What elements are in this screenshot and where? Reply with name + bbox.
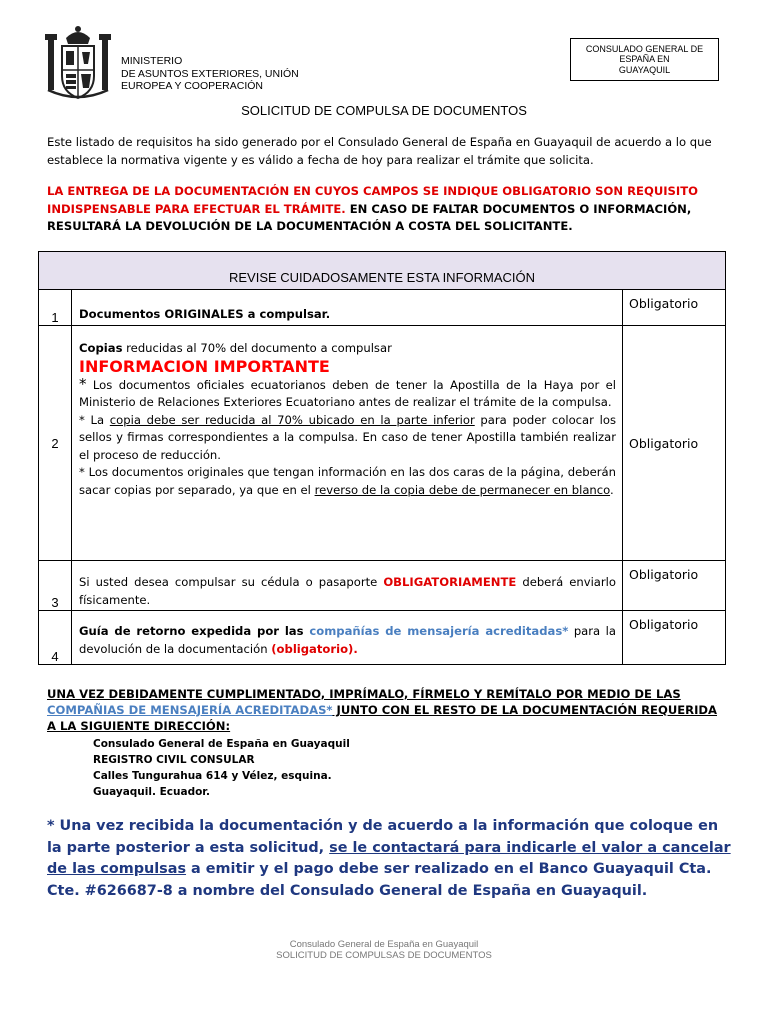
- ministry-line: DE ASUNTOS EXTERIORES, UNIÓN: [121, 67, 299, 80]
- bullet-asterisk: *: [79, 374, 87, 393]
- row-text: Guía de retorno expedida por las: [79, 624, 310, 638]
- row-text: para la devolución de la documentación: [79, 624, 616, 656]
- address-line: Guayaquil. Ecuador.: [93, 786, 210, 798]
- instructions-blue-text: COMPAÑIAS DE MENSAJERÍA ACREDITADAS*: [47, 703, 333, 717]
- row-description: [72, 561, 623, 611]
- warning-black-text: EN CASO DE FALTAR DOCUMENTOS O INFORMACIÓN, RESULTARÁ LA DEVOLUCIÓN DE LA DOCUMENTACIÓN A COSTA DEL SOLICITANTE.: [47, 201, 692, 233]
- copias-bold: Copias: [79, 341, 123, 355]
- table-row: [39, 326, 726, 561]
- payment-note: [47, 816, 732, 902]
- address-line: Consulado General de España en Guayaquil: [93, 738, 350, 750]
- row-number: 1: [39, 290, 72, 326]
- warning-paragraph: [47, 183, 727, 236]
- address-line: REGISTRO CIVIL CONSULAR: [93, 754, 255, 766]
- bullet-item: [79, 412, 616, 465]
- copias-rest: reducidas al 70% del documento a compulsar: [122, 341, 392, 355]
- ministry-name: [121, 55, 299, 93]
- table-header: REVISE CUIDADOSAMENTE ESTA INFORMACIÓN: [39, 252, 726, 290]
- payment-text: * Una vez recibida la documentación y de acuerdo a la información que coloque en la parte posterior a esta solicitud,: [47, 818, 719, 856]
- status-label: Obligatorio: [623, 561, 726, 611]
- bullet-text: .: [610, 482, 614, 497]
- consulate-line: ESPAÑA EN: [619, 54, 670, 65]
- bullet-text: Los documentos oficiales ecuatorianos deben de tener la Apostilla de la Haya por el Ministerio de Relaciones Exteriores Ecuatoriano antes de realizar el trámite de la compulsa.: [79, 377, 616, 409]
- status-label: Obligatorio: [623, 290, 726, 326]
- row-number: 2: [39, 326, 72, 561]
- bullet-asterisk: *: [79, 465, 85, 479]
- row-description: [72, 290, 623, 326]
- bullet-item: [79, 376, 616, 412]
- instructions-text: JUNTO CON EL RESTO DE LA DOCUMENTACIÓN REQUERIDA A LA SIGUIENTE DIRECCIÓN:: [47, 703, 718, 733]
- status-label: Obligatorio: [623, 326, 726, 561]
- row-number: 3: [39, 561, 72, 611]
- copias-line: [79, 340, 616, 358]
- warning-red-text: LA ENTREGA DE LA DOCUMENTACIÓN EN CUYOS CAMPOS SE INDIQUE OBLIGATORIO SON REQUISITO INDISPENSABLE PARA EFECTUAR EL TRÁMITE.: [47, 184, 698, 216]
- row-description: [72, 326, 623, 561]
- consulate-line: CONSULADO GENERAL DE: [585, 43, 704, 54]
- row-description: [72, 611, 623, 665]
- footer-line: SOLICITUD DE COMPULSAS DE DOCUMENTOS: [276, 950, 492, 961]
- bullet-underlined: copia debe ser reducida al 70% ubicado en la parte inferior: [109, 412, 475, 427]
- page-footer: [0, 939, 768, 961]
- mailing-address: [93, 736, 350, 800]
- coat-of-arms-logo: [42, 24, 114, 104]
- row-text: Documentos ORIGINALES a compulsar.: [79, 306, 331, 321]
- bullet-text: para poder colocar los sellos y firmas correspondientes a la compulsa. En caso de tener Apostilla también realizar el proceso de reducción.: [79, 412, 616, 462]
- address-line: Calles Tungurahua 614 y Vélez, esquina.: [93, 770, 332, 782]
- footer-line: Consulado General de España en Guayaquil: [289, 939, 479, 950]
- row-red-text: OBLIGATORIAMENTE: [383, 575, 517, 589]
- row-text: Si usted desea compulsar su cédula o pasaporte: [79, 575, 384, 589]
- row-blue-text: compañías de mensajería acreditadas*: [309, 624, 569, 638]
- consulate-box: [570, 38, 719, 81]
- important-title: INFORMACION IMPORTANTE: [79, 356, 330, 376]
- bullet-underlined: reverso de la copia debe de permanecer en blanco: [314, 482, 611, 497]
- status-label: Obligatorio: [623, 611, 726, 665]
- row-red-text: (obligatorio).: [271, 641, 358, 656]
- consulate-line: GUAYAQUIL: [618, 64, 671, 75]
- table-row: [39, 611, 726, 665]
- row-number: 4: [39, 611, 72, 665]
- row-text: deberá enviarlo físicamente.: [79, 575, 616, 607]
- document-title: SOLICITUD DE COMPULSA DE DOCUMENTOS: [241, 103, 527, 118]
- table-row: [39, 561, 726, 611]
- bullet-text: La: [84, 412, 110, 427]
- bullet-asterisk: *: [79, 412, 85, 427]
- submission-instructions: [47, 686, 727, 734]
- instructions-text: UNA VEZ DEBIDAMENTE CUMPLIMENTADO, IMPRÍMALO, FÍRMELO Y REMÍTALO POR MEDIO DE LAS: [47, 687, 681, 701]
- payment-text: a emitir y el pago debe ser realizado en el Banco Guayaquil Cta. Cte. #626687-8 a nombre del Consulado General de España en Guayaquil.: [47, 861, 712, 899]
- payment-underlined: se le contactará para indicarle el valor a cancelar de las compulsas: [47, 839, 731, 877]
- table-row: [39, 290, 726, 326]
- requirements-table: [38, 251, 726, 665]
- ministry-line: MINISTERIO: [121, 55, 183, 67]
- ministry-line: EUROPEA Y COOPERACIÓN: [121, 80, 263, 92]
- bullet-text: Los documentos originales que tengan información en las dos caras de la página, deberán sacar copias por separado, ya que en el: [79, 465, 616, 497]
- bullet-item: [79, 464, 616, 499]
- intro-paragraph: Este listado de requisitos ha sido generado por el Consulado General de España en Guayaquil de acuerdo a lo que establece la normativa vigente y es válido a fecha de hoy para realizar el trámite que solicita.: [47, 135, 712, 167]
